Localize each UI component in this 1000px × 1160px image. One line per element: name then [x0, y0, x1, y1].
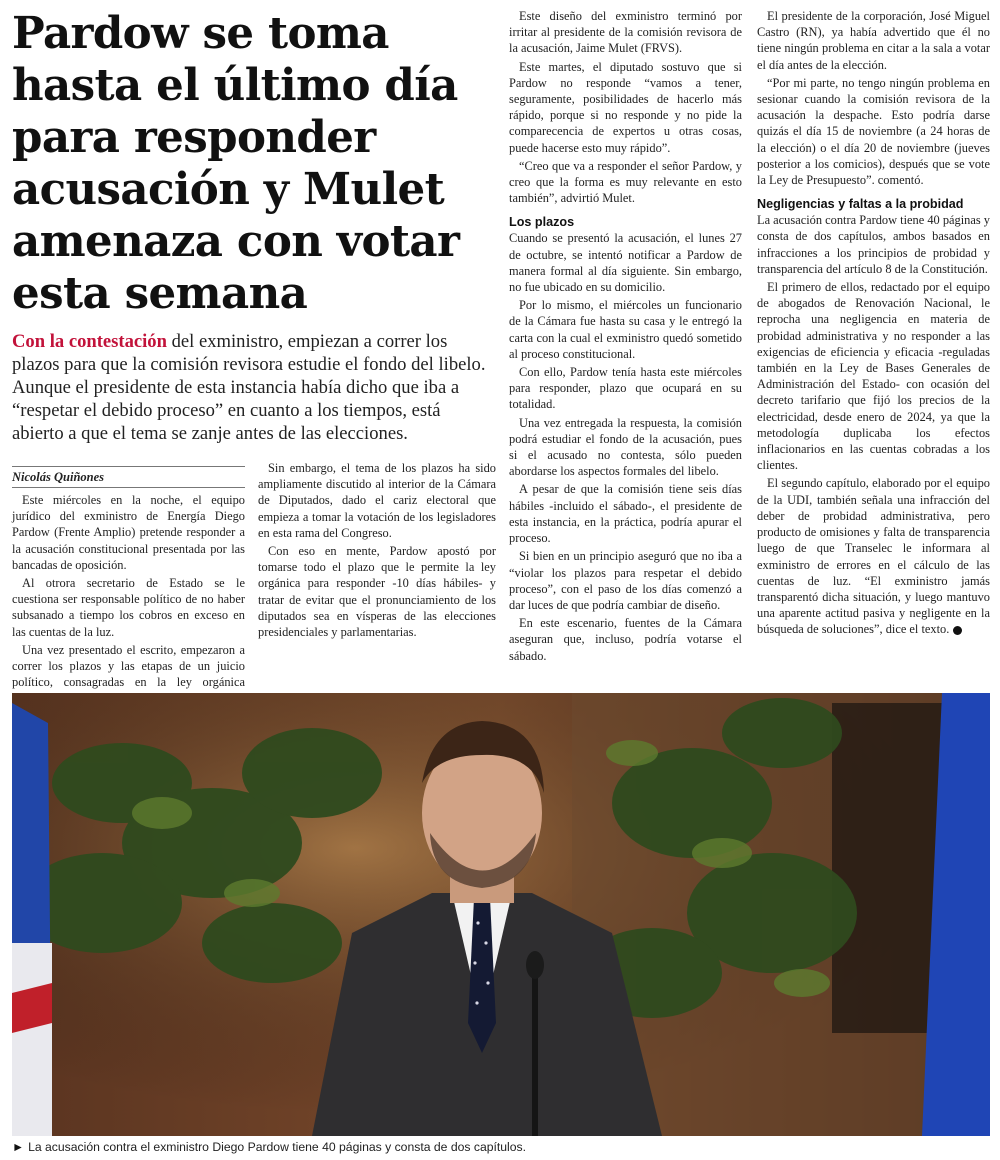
- column-1: [12, 492, 245, 709]
- paragraph: Cuando se presentó la acusación, el lunes 27 de octubre, se intentó notificar a Pardow de manera formal al día siguiente. Sin embargo, no fue ubicado en su domicilio.: [509, 231, 742, 295]
- photo-illustration: [12, 693, 990, 1136]
- column-2: [258, 460, 496, 642]
- paragraph: Por lo mismo, el miércoles un funcionario de la Cámara fue hasta su casa y le entregó la carta con la cual el exministro quedó sometido al proceso constitucional.: [509, 298, 742, 361]
- paragraph: Con eso en mente, Pardow apostó por tomarse todo el plazo que le permite la ley orgánica para responder -10 días hábiles- y tratar de evitar que el pronunciamiento de los diputados sea en vísperas de las elecciones presidenciales y parlamentarias.: [258, 544, 496, 640]
- paragraph: [757, 475, 990, 637]
- subhead-los-plazos: Los plazos: [509, 215, 575, 230]
- paragraph: El primero de ellos, redactado por el equipo de abogados de Renovación Nacional, le reprocha una negligencia en materia de probidad administrativa y no responder a las exigencias de eficiencia y eficacia -reguladas también en la Ley de Bases Generales de Administración del Estado- con ocasión del decreto tarifario que fijó los precios de la electricidad, desde enero de 2024, ya que la metodología duplicaba los efectos inflacionarios en las cuentas cobradas a los clientes.: [757, 280, 990, 473]
- paragraph: “Por mi parte, no tengo ningún problema en sesionar cuando la comisión revisora de la acusación la despache. Esto podría darse quizás el día 15 de noviembre (a 24 horas de la elección) o el día 20 de noviembre (jueves posterior a los comicios), después que se vote la Ley de Presupuesto”. comentó.: [757, 75, 990, 188]
- photo: [12, 693, 990, 1136]
- paragraph: Este miércoles en la noche, el equipo jurídico del exministro de Energía Diego Pardow (Frente Amplio) pretende responder a la acusación constitucional presentada por las bancadas de oposición.: [12, 493, 245, 572]
- paragraph: Una vez presentado el escrito, empezaron a correr los plazos y las etapas de un juicio político, consagradas en la ley orgánica: [12, 642, 245, 690]
- byline-rule-top: [12, 466, 245, 467]
- paragraph: Una vez entregada la respuesta, la comisión podrá estudiar el fondo de la acusación, pues si el acusado no contesta, sólo pueden abordarse los aspectos formales del libelo.: [509, 415, 742, 479]
- column-3: [509, 8, 742, 666]
- last-paragraph-text: El segundo capítulo, elaborado por el equipo de la UDI, también señala una infracción del deber de probidad administrativa, pero producto de omisiones y falta de transparencia luego de que Transelec le informara al exministro de errores en el cálculo de las cuentas de luz. “El exministro jamás transparentó dicha situación, y luego mantuvo una aparente actitud pasiva y negligente en la búsqueda de soluciones”, dice el texto.: [757, 476, 990, 637]
- caption-text: La acusación contra el exministro Diego Pardow tiene 40 páginas y consta de dos capítulos.: [28, 1140, 527, 1154]
- paragraph: En este escenario, fuentes de la Cámara aseguran que, incluso, podría votarse el sábado.: [509, 616, 742, 663]
- column-4: [757, 8, 990, 640]
- paragraph: Sin embargo, el tema de los plazos ha sido ampliamente discutido al interior de la Cámara de Diputados, dado el cariz electoral que empieza a tomar la votación de los legisladores en esta rama del Congreso.: [258, 461, 496, 540]
- lede: [12, 330, 490, 445]
- end-of-article-icon: [953, 626, 962, 635]
- paragraph: Si bien en un principio aseguró que no iba a “violar los plazos para respetar el debido proceso”, con el paso de los días comenzó a dar luces de que podría cambiar de diseño.: [509, 549, 742, 612]
- paragraph: El presidente de la corporación, José Miguel Castro (RN), ya había advertido que él no tiene ningún problema en citar a la sala a votar el día antes de la elección.: [757, 9, 990, 72]
- paragraph: A pesar de que la comisión tiene seis días hábiles -incluido el sábado-, el presidente de esta instancia, en la práctica, podría apurar el proceso.: [509, 482, 742, 546]
- caption-arrow-icon: ►: [12, 1140, 25, 1154]
- paragraph: Este martes, el diputado sostuvo que si Pardow no responde “vamos a tener, seguramente, posibilidades de hacerlo más rápido, porque si no responde y no pide la comparecencia de expertos u otras cosas, puede hacerse esto muy rápido”.: [509, 59, 742, 155]
- paragraph: Al otrora secretario de Estado se le cuestiona ser responsable político de no haber subsanado a tiempo los cobros en exceso en las cuentas de la luz.: [12, 576, 245, 639]
- photo-caption: [12, 1140, 990, 1154]
- byline-rule-bottom: [12, 487, 245, 488]
- lede-text: del exministro, empiezan a correr los plazos para que la comisión revisora estudie el fondo del libelo. Aunque el presidente de esta instancia había dicho que iba a “respetar el debido proceso” en cuanto a los tiempos, está abierto a que el tema se zanje antes de las elecciones.: [12, 331, 486, 444]
- subhead-negligencias: Negligencias y faltas a la probidad: [757, 197, 964, 212]
- lede-kicker: Con la contestación: [12, 331, 167, 352]
- headline: Pardow se toma hasta el último día para responder acusación y Mulet amenaza con votar esta semana: [12, 8, 460, 319]
- byline: Nicolás Quiñones: [12, 470, 105, 484]
- paragraph: Con ello, Pardow tenía hasta este miércoles para responder, plazo que ocupará en su totalidad.: [509, 365, 742, 412]
- paragraph: “Creo que va a responder el señor Pardow, y creo que la forma es muy relevante en esto también”, advirtió Mulet.: [509, 158, 742, 206]
- paragraph: Este diseño del exministro terminó por irritar al presidente de la comisión revisora de la acusación, Jaime Mulet (FRVS).: [509, 9, 742, 56]
- paragraph: La acusación contra Pardow tiene 40 páginas y consta de dos capítulos, ambos basados en infracciones a los principios de probidad y transparencia del artículo 8 de la Constitución.: [757, 213, 990, 276]
